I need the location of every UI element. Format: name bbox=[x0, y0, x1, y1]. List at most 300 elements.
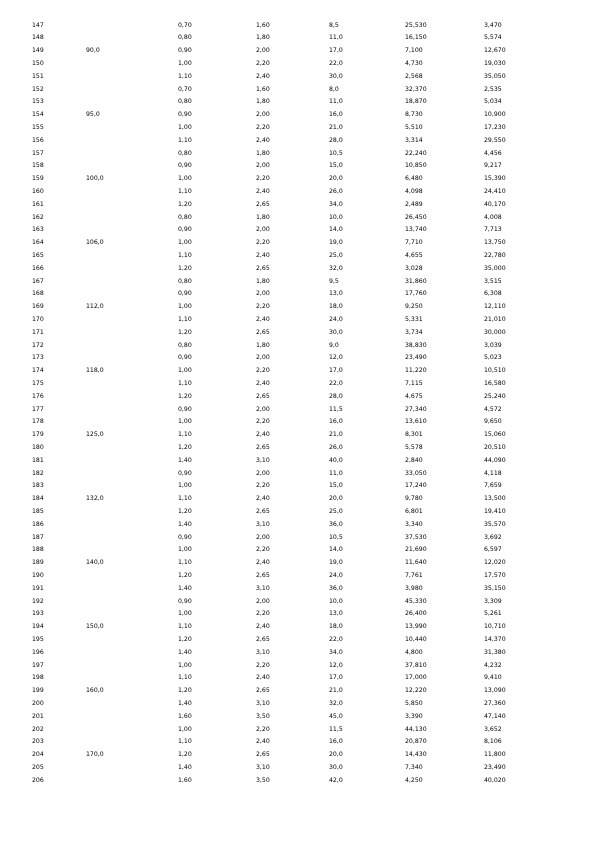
table-cell: 1,60 bbox=[256, 21, 270, 29]
table-row bbox=[0, 45, 595, 58]
table-cell: 196 bbox=[32, 648, 44, 656]
table-cell: 6,801 bbox=[405, 507, 423, 515]
table-row bbox=[0, 58, 595, 71]
table-cell: 1,10 bbox=[178, 738, 192, 746]
table-cell: 3,039 bbox=[484, 341, 502, 349]
table-cell: 3,340 bbox=[405, 520, 423, 528]
table-cell: 15,0 bbox=[329, 482, 343, 490]
table-cell: 4,008 bbox=[484, 213, 502, 221]
table-cell: 1,80 bbox=[256, 98, 270, 106]
table-row bbox=[0, 749, 595, 762]
table-cell: 1,80 bbox=[256, 341, 270, 349]
table-cell: 16,0 bbox=[329, 418, 343, 426]
table-cell: 2,40 bbox=[256, 738, 270, 746]
table-cell: 125,0 bbox=[86, 431, 104, 439]
table-cell: 1,00 bbox=[178, 482, 192, 490]
table-cell: 1,40 bbox=[178, 699, 192, 707]
table-cell: 3,50 bbox=[256, 776, 270, 784]
table-cell: 2,40 bbox=[256, 431, 270, 439]
table-cell: 14,0 bbox=[329, 226, 343, 234]
table-cell: 0,80 bbox=[178, 98, 192, 106]
table-cell: 11,5 bbox=[329, 405, 343, 413]
table-cell: 170,0 bbox=[86, 751, 104, 759]
table-row bbox=[0, 455, 595, 468]
table-cell: 20,0 bbox=[329, 495, 343, 503]
table-cell: 2,20 bbox=[256, 123, 270, 131]
table-cell: 10,710 bbox=[484, 623, 506, 631]
table-cell: 26,450 bbox=[405, 213, 427, 221]
table-cell: 17,0 bbox=[329, 674, 343, 682]
table-cell: 2,00 bbox=[256, 111, 270, 119]
table-cell: 36,0 bbox=[329, 520, 343, 528]
table-cell: 1,00 bbox=[178, 175, 192, 183]
table-cell: 0,90 bbox=[178, 533, 192, 541]
table-cell: 159 bbox=[32, 175, 44, 183]
table-row bbox=[0, 519, 595, 532]
table-cell: 4,800 bbox=[405, 648, 423, 656]
table-cell: 7,340 bbox=[405, 763, 423, 771]
table-cell: 2,20 bbox=[256, 661, 270, 669]
table-row bbox=[0, 532, 595, 545]
table-cell: 3,10 bbox=[256, 648, 270, 656]
table-cell: 193 bbox=[32, 610, 44, 618]
table-cell: 30,0 bbox=[329, 328, 343, 336]
table-cell: 2,40 bbox=[256, 72, 270, 80]
table-cell: 32,370 bbox=[405, 85, 427, 93]
table-cell: 11,0 bbox=[329, 98, 343, 106]
table-cell: 5,510 bbox=[405, 123, 423, 131]
table-cell: 3,470 bbox=[484, 21, 502, 29]
table-cell: 20,0 bbox=[329, 175, 343, 183]
table-cell: 2,20 bbox=[256, 367, 270, 375]
table-cell: 4,232 bbox=[484, 661, 502, 669]
table-row bbox=[0, 71, 595, 84]
table-row bbox=[0, 621, 595, 634]
table-row bbox=[0, 544, 595, 557]
table-row bbox=[0, 685, 595, 698]
table-cell: 35,050 bbox=[484, 72, 506, 80]
table-cell: 45,330 bbox=[405, 597, 427, 605]
table-cell: 1,40 bbox=[178, 520, 192, 528]
table-cell: 13,750 bbox=[484, 239, 506, 247]
table-cell: 0,90 bbox=[178, 405, 192, 413]
table-cell: 0,90 bbox=[178, 111, 192, 119]
table-cell: 190 bbox=[32, 571, 44, 579]
table-cell: 112,0 bbox=[86, 303, 104, 311]
table-cell: 4,456 bbox=[484, 149, 502, 157]
table-cell: 5,850 bbox=[405, 699, 423, 707]
table-cell: 0,90 bbox=[178, 469, 192, 477]
table-cell: 206 bbox=[32, 776, 44, 784]
table-cell: 165 bbox=[32, 251, 44, 259]
table-cell: 178 bbox=[32, 418, 44, 426]
table-cell: 15,060 bbox=[484, 431, 506, 439]
table-cell: 9,780 bbox=[405, 495, 423, 503]
table-cell: 26,0 bbox=[329, 187, 343, 195]
table-cell: 205 bbox=[32, 763, 44, 771]
table-cell: 5,034 bbox=[484, 98, 502, 106]
table-cell: 188 bbox=[32, 546, 44, 554]
table-cell: 2,00 bbox=[256, 597, 270, 605]
table-cell: 0,80 bbox=[178, 34, 192, 42]
table-row bbox=[0, 698, 595, 711]
table-cell: 100,0 bbox=[86, 175, 104, 183]
table-cell: 1,00 bbox=[178, 367, 192, 375]
table-cell: 171 bbox=[32, 328, 44, 336]
table-cell: 1,10 bbox=[178, 559, 192, 567]
table-cell: 16,580 bbox=[484, 379, 506, 387]
table-cell: 183 bbox=[32, 482, 44, 490]
table-cell: 1,80 bbox=[256, 34, 270, 42]
table-cell: 2,00 bbox=[256, 354, 270, 362]
table-cell: 20,0 bbox=[329, 751, 343, 759]
table-cell: 33,050 bbox=[405, 469, 427, 477]
table-row bbox=[0, 634, 595, 647]
table-cell: 10,900 bbox=[484, 111, 506, 119]
table-cell: 163 bbox=[32, 226, 44, 234]
table-cell: 9,5 bbox=[329, 277, 339, 285]
table-cell: 35,000 bbox=[484, 264, 506, 272]
table-cell: 132,0 bbox=[86, 495, 104, 503]
table-cell: 181 bbox=[32, 456, 44, 464]
table-cell: 3,980 bbox=[405, 584, 423, 592]
table-cell: 44,130 bbox=[405, 725, 427, 733]
table-cell: 151 bbox=[32, 72, 44, 80]
table-row bbox=[0, 84, 595, 97]
table-cell: 18,870 bbox=[405, 98, 427, 106]
table-row bbox=[0, 391, 595, 404]
table-cell: 2,20 bbox=[256, 610, 270, 618]
table-cell: 1,00 bbox=[178, 239, 192, 247]
table-row bbox=[0, 711, 595, 724]
table-cell: 13,0 bbox=[329, 290, 343, 298]
table-cell: 40,0 bbox=[329, 456, 343, 464]
table-cell: 1,10 bbox=[178, 251, 192, 259]
table-cell: 7,761 bbox=[405, 571, 423, 579]
table-cell: 28,0 bbox=[329, 392, 343, 400]
table-cell: 0,90 bbox=[178, 290, 192, 298]
table-row bbox=[0, 480, 595, 493]
table-cell: 4,118 bbox=[484, 469, 502, 477]
table-cell: 9,650 bbox=[484, 418, 502, 426]
table-cell: 173 bbox=[32, 354, 44, 362]
table-cell: 22,0 bbox=[329, 59, 343, 67]
table-cell: 37,810 bbox=[405, 661, 427, 669]
table-cell: 11,800 bbox=[484, 751, 506, 759]
table-row bbox=[0, 199, 595, 212]
table-cell: 182 bbox=[32, 469, 44, 477]
table-cell: 17,0 bbox=[329, 47, 343, 55]
table-cell: 152 bbox=[32, 85, 44, 93]
table-cell: 2,00 bbox=[256, 47, 270, 55]
table-cell: 12,020 bbox=[484, 559, 506, 567]
table-row bbox=[0, 135, 595, 148]
table-cell: 21,0 bbox=[329, 123, 343, 131]
table-cell: 45,0 bbox=[329, 712, 343, 720]
table-cell: 2,65 bbox=[256, 751, 270, 759]
table-cell: 22,0 bbox=[329, 379, 343, 387]
table-cell: 162 bbox=[32, 213, 44, 221]
table-cell: 18,0 bbox=[329, 303, 343, 311]
table-cell: 160 bbox=[32, 187, 44, 195]
table-cell: 7,713 bbox=[484, 226, 502, 234]
table-cell: 167 bbox=[32, 277, 44, 285]
table-cell: 12,0 bbox=[329, 661, 343, 669]
table-cell: 11,0 bbox=[329, 469, 343, 477]
table-cell: 169 bbox=[32, 303, 44, 311]
table-cell: 16,150 bbox=[405, 34, 427, 42]
table-cell: 12,0 bbox=[329, 354, 343, 362]
table-cell: 0,80 bbox=[178, 277, 192, 285]
table-cell: 140,0 bbox=[86, 559, 104, 567]
table-cell: 172 bbox=[32, 341, 44, 349]
table-cell: 90,0 bbox=[86, 47, 100, 55]
table-cell: 195 bbox=[32, 635, 44, 643]
table-cell: 161 bbox=[32, 200, 44, 208]
table-cell: 1,10 bbox=[178, 136, 192, 144]
table-cell: 1,40 bbox=[178, 763, 192, 771]
table-cell: 10,850 bbox=[405, 162, 427, 170]
table-cell: 11,5 bbox=[329, 725, 343, 733]
table-cell: 3,309 bbox=[484, 597, 502, 605]
table-cell: 0,80 bbox=[178, 341, 192, 349]
table-cell: 10,510 bbox=[484, 367, 506, 375]
table-cell: 0,90 bbox=[178, 226, 192, 234]
table-cell: 1,10 bbox=[178, 623, 192, 631]
table-row bbox=[0, 570, 595, 583]
table-cell: 170 bbox=[32, 315, 44, 323]
table-row bbox=[0, 20, 595, 33]
table-cell: 13,500 bbox=[484, 495, 506, 503]
table-row bbox=[0, 340, 595, 353]
table-row bbox=[0, 672, 595, 685]
table-cell: 2,65 bbox=[256, 392, 270, 400]
table-cell: 28,0 bbox=[329, 136, 343, 144]
table-cell: 2,40 bbox=[256, 251, 270, 259]
table-cell: 2,00 bbox=[256, 290, 270, 298]
table-cell: 2,65 bbox=[256, 687, 270, 695]
table-cell: 5,023 bbox=[484, 354, 502, 362]
table-cell: 7,115 bbox=[405, 379, 423, 387]
table-cell: 35,150 bbox=[484, 584, 506, 592]
table-cell: 21,690 bbox=[405, 546, 427, 554]
table-cell: 154 bbox=[32, 111, 44, 119]
table-cell: 2,40 bbox=[256, 559, 270, 567]
table-cell: 1,00 bbox=[178, 303, 192, 311]
table-cell: 1,00 bbox=[178, 725, 192, 733]
table-row bbox=[0, 596, 595, 609]
table-cell: 40,020 bbox=[484, 776, 506, 784]
table-row bbox=[0, 736, 595, 749]
table-cell: 3,10 bbox=[256, 763, 270, 771]
table-cell: 2,00 bbox=[256, 226, 270, 234]
table-cell: 186 bbox=[32, 520, 44, 528]
table-row bbox=[0, 212, 595, 225]
table-cell: 150,0 bbox=[86, 623, 104, 631]
table-cell: 25,530 bbox=[405, 21, 427, 29]
table-cell: 40,170 bbox=[484, 200, 506, 208]
table-cell: 38,830 bbox=[405, 341, 427, 349]
table-cell: 1,40 bbox=[178, 456, 192, 464]
table-cell: 198 bbox=[32, 674, 44, 682]
table-cell: 2,40 bbox=[256, 315, 270, 323]
table-cell: 187 bbox=[32, 533, 44, 541]
table-cell: 13,0 bbox=[329, 610, 343, 618]
table-row bbox=[0, 250, 595, 263]
table-cell: 2,568 bbox=[405, 72, 423, 80]
table-cell: 2,489 bbox=[405, 200, 423, 208]
table-row bbox=[0, 276, 595, 289]
table-cell: 21,0 bbox=[329, 431, 343, 439]
table-cell: 0,90 bbox=[178, 354, 192, 362]
table-cell: 27,360 bbox=[484, 699, 506, 707]
table-cell: 0,90 bbox=[178, 47, 192, 55]
table-cell: 2,40 bbox=[256, 495, 270, 503]
table-cell: 2,40 bbox=[256, 187, 270, 195]
table-cell: 2,20 bbox=[256, 239, 270, 247]
table-row bbox=[0, 775, 595, 788]
table-row bbox=[0, 109, 595, 122]
table-cell: 1,00 bbox=[178, 123, 192, 131]
table-cell: 0,90 bbox=[178, 597, 192, 605]
table-cell: 14,430 bbox=[405, 751, 427, 759]
table-cell: 1,60 bbox=[256, 85, 270, 93]
table-cell: 180 bbox=[32, 443, 44, 451]
table-row bbox=[0, 583, 595, 596]
table-cell: 7,659 bbox=[484, 482, 502, 490]
table-cell: 3,028 bbox=[405, 264, 423, 272]
table-cell: 21,010 bbox=[484, 315, 506, 323]
table-cell: 10,0 bbox=[329, 213, 343, 221]
table-cell: 4,572 bbox=[484, 405, 502, 413]
table-cell: 179 bbox=[32, 431, 44, 439]
table-cell: 2,65 bbox=[256, 264, 270, 272]
table-row bbox=[0, 352, 595, 365]
table-cell: 5,574 bbox=[484, 34, 502, 42]
table-row bbox=[0, 429, 595, 442]
table-cell: 1,10 bbox=[178, 187, 192, 195]
table-cell: 199 bbox=[32, 687, 44, 695]
table-cell: 31,860 bbox=[405, 277, 427, 285]
table-row bbox=[0, 365, 595, 378]
table-cell: 118,0 bbox=[86, 367, 104, 375]
table-cell: 8,106 bbox=[484, 738, 502, 746]
table-cell: 23,490 bbox=[405, 354, 427, 362]
table-cell: 3,50 bbox=[256, 712, 270, 720]
table-cell: 174 bbox=[32, 367, 44, 375]
table-cell: 2,20 bbox=[256, 303, 270, 311]
table-row bbox=[0, 186, 595, 199]
table-row bbox=[0, 122, 595, 135]
table-cell: 1,20 bbox=[178, 571, 192, 579]
table-row bbox=[0, 404, 595, 417]
table-cell: 17,570 bbox=[484, 571, 506, 579]
table-cell: 3,692 bbox=[484, 533, 502, 541]
table-cell: 1,80 bbox=[256, 277, 270, 285]
table-row bbox=[0, 557, 595, 570]
table-cell: 156 bbox=[32, 136, 44, 144]
table-cell: 13,090 bbox=[484, 687, 506, 695]
table-cell: 2,65 bbox=[256, 635, 270, 643]
table-cell: 2,840 bbox=[405, 456, 423, 464]
table-cell: 2,00 bbox=[256, 469, 270, 477]
table-cell: 16,0 bbox=[329, 738, 343, 746]
table-cell: 25,240 bbox=[484, 392, 506, 400]
table-cell: 148 bbox=[32, 34, 44, 42]
table-cell: 12,670 bbox=[484, 47, 506, 55]
table-cell: 106,0 bbox=[86, 239, 104, 247]
table-cell: 13,740 bbox=[405, 226, 427, 234]
table-row bbox=[0, 160, 595, 173]
table-cell: 20,510 bbox=[484, 443, 506, 451]
table-cell: 95,0 bbox=[86, 111, 100, 119]
table-row bbox=[0, 493, 595, 506]
table-cell: 1,20 bbox=[178, 443, 192, 451]
table-cell: 1,20 bbox=[178, 264, 192, 272]
table-row bbox=[0, 468, 595, 481]
table-cell: 14,370 bbox=[484, 635, 506, 643]
table-cell: 202 bbox=[32, 725, 44, 733]
table-cell: 27,340 bbox=[405, 405, 427, 413]
table-row bbox=[0, 327, 595, 340]
table-row bbox=[0, 173, 595, 186]
table-cell: 17,000 bbox=[405, 674, 427, 682]
table-row bbox=[0, 224, 595, 237]
table-row bbox=[0, 148, 595, 161]
table-cell: 2,20 bbox=[256, 175, 270, 183]
table-cell: 1,80 bbox=[256, 149, 270, 157]
table-cell: 8,0 bbox=[329, 85, 339, 93]
table-cell: 204 bbox=[32, 751, 44, 759]
table-cell: 3,515 bbox=[484, 277, 502, 285]
table-cell: 191 bbox=[32, 584, 44, 592]
table-cell: 11,220 bbox=[405, 367, 427, 375]
table-cell: 22,240 bbox=[405, 149, 427, 157]
table-cell: 17,760 bbox=[405, 290, 427, 298]
table-cell: 42,0 bbox=[329, 776, 343, 784]
table-cell: 10,440 bbox=[405, 635, 427, 643]
table-cell: 32,0 bbox=[329, 699, 343, 707]
table-cell: 1,10 bbox=[178, 495, 192, 503]
table-cell: 2,00 bbox=[256, 533, 270, 541]
table-cell: 2,65 bbox=[256, 507, 270, 515]
table-row bbox=[0, 263, 595, 276]
table-cell: 8,730 bbox=[405, 111, 423, 119]
table-cell: 0,70 bbox=[178, 21, 192, 29]
table-cell: 1,10 bbox=[178, 431, 192, 439]
table-cell: 5,331 bbox=[405, 315, 423, 323]
table-row bbox=[0, 288, 595, 301]
table-cell: 3,10 bbox=[256, 584, 270, 592]
table-cell: 158 bbox=[32, 162, 44, 170]
table-cell: 168 bbox=[32, 290, 44, 298]
table-cell: 9,0 bbox=[329, 341, 339, 349]
table-cell: 201 bbox=[32, 712, 44, 720]
table-cell: 31,380 bbox=[484, 648, 506, 656]
table-cell: 194 bbox=[32, 623, 44, 631]
table-cell: 1,00 bbox=[178, 418, 192, 426]
table-cell: 10,5 bbox=[329, 533, 343, 541]
table-cell: 1,00 bbox=[178, 546, 192, 554]
table-cell: 0,80 bbox=[178, 149, 192, 157]
table-cell: 197 bbox=[32, 661, 44, 669]
table-cell: 44,090 bbox=[484, 456, 506, 464]
table-cell: 25,0 bbox=[329, 251, 343, 259]
table-cell: 18,0 bbox=[329, 623, 343, 631]
table-cell: 30,000 bbox=[484, 328, 506, 336]
table-cell: 25,0 bbox=[329, 507, 343, 515]
table-cell: 2,65 bbox=[256, 200, 270, 208]
